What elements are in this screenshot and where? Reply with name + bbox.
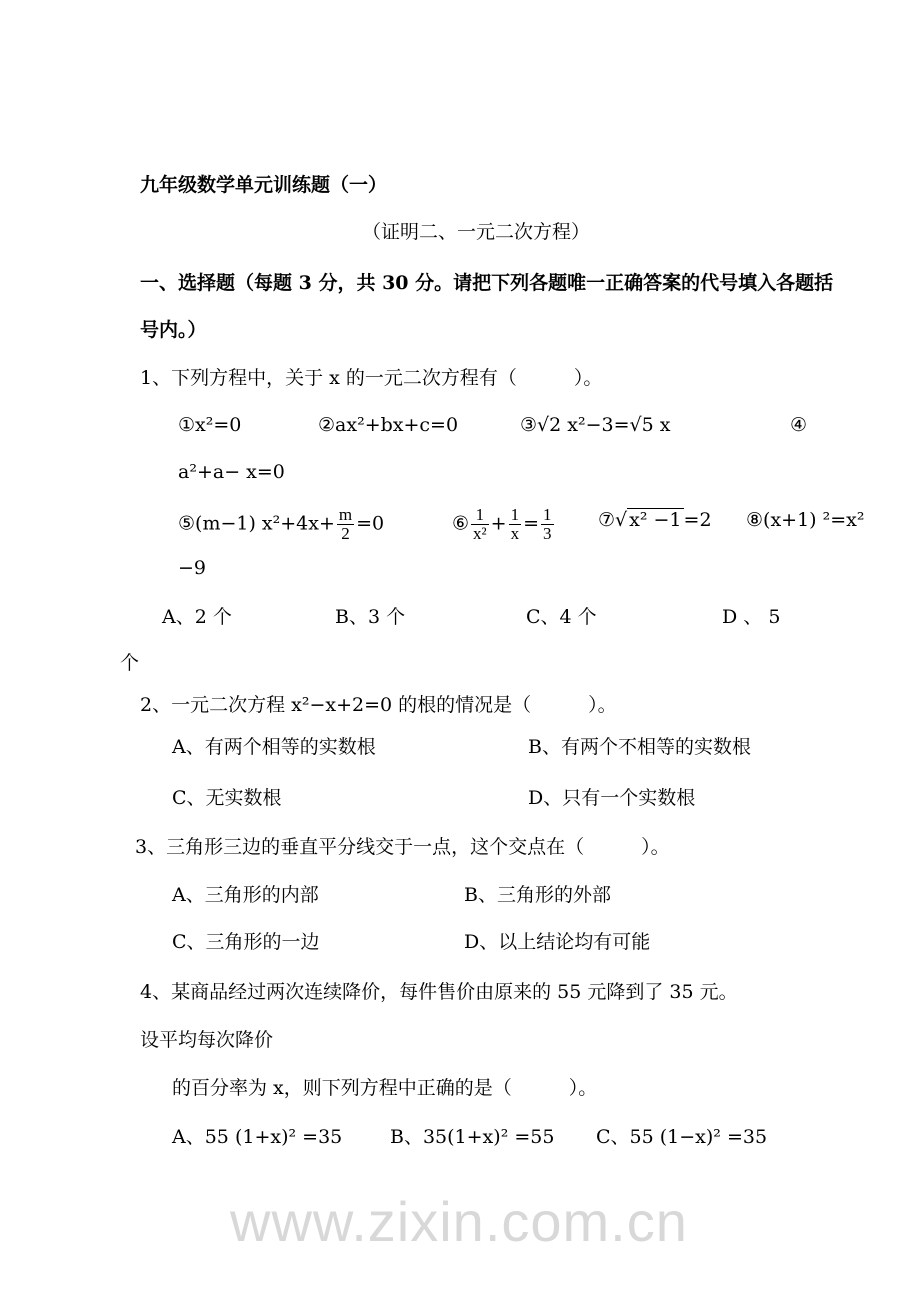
q1-eq8: ⑧(x+1) ²=x²	[746, 509, 865, 531]
q1-eq8b: −9	[178, 557, 207, 579]
q1-eq4b: a²+a− x=0	[178, 461, 285, 483]
subtitle: （证明二、一元二次方程）	[362, 221, 591, 243]
q4-option-c: C、55 (1−x)² =35	[596, 1126, 768, 1148]
watermark: www.zixin.com.cn	[230, 1190, 688, 1253]
q1-eq5-den: 2	[341, 524, 350, 543]
q1-option-c: C、4 个	[526, 606, 597, 628]
q3-option-d: D、以上结论均有可能	[464, 931, 651, 953]
q1-option-b: B、3 个	[335, 606, 406, 628]
q1-option-a: A、2 个	[162, 606, 232, 628]
q4-stem-3: 的百分率为 x，则下列方程中正确的是（ ）。	[172, 1077, 598, 1099]
q2-option-a: A、有两个相等的实数根	[172, 736, 376, 758]
section-heading-cont: 号内。）	[140, 319, 207, 341]
q1-eq5-e: =0	[356, 512, 385, 535]
q3-stem: 3、三角形三边的垂直平分线交于一点，这个交点在（ ）。	[135, 836, 670, 858]
q4-option-b: B、35(1+x)² =55	[390, 1126, 555, 1148]
q1-eq5	[178, 506, 384, 543]
q1-eq5-num: m	[338, 505, 353, 524]
q1-eq6-d1: x²	[473, 524, 487, 543]
q1-eq3a: ③√2	[520, 414, 562, 436]
q4-stem-1: 4、某商品经过两次连续降价，每件售价由原来的 55 元降到了 35 元。	[140, 981, 738, 1003]
q2-option-b: B、有两个不相等的实数根	[528, 736, 751, 758]
q3-option-a: A、三角形的内部	[172, 884, 319, 906]
q2-option-d: D、只有一个实数根	[528, 787, 696, 809]
q1-eq6-n1: 1	[471, 506, 489, 525]
q1-eq2: ②ax²+bx+c=0	[318, 414, 459, 436]
q4-option-a: A、55 (1+x)² =35	[172, 1126, 343, 1148]
q1-eq7-e: =2	[683, 509, 712, 531]
q1-stem: 1、下列方程中，关于 x 的一元二次方程有（ ）。	[140, 367, 603, 389]
q1-eq6-label: ⑥	[452, 512, 470, 535]
q2-stem: 2、一元二次方程 x²−x+2=0 的根的情况是（ ）。	[140, 694, 617, 716]
q1-eq7-a: ⑦√	[598, 509, 628, 531]
q1-eq7-radicand: x² −1	[629, 509, 682, 531]
q1-eq6-d3: 3	[543, 524, 552, 543]
q3-option-c: C、三角形的一边	[172, 931, 320, 953]
q1-eq1: ①x²=0	[178, 414, 242, 436]
page-title: 九年级数学单元训练题（一）	[140, 174, 388, 196]
section-heading: 一、选择题（每题 3 分，共 30 分。请把下列各题唯一正确答案的代号填入各题括	[140, 272, 834, 294]
q1-option-d-cont: 个	[120, 652, 140, 674]
q1-eq5-a: ⑤(m−1) x²+4x+	[178, 512, 335, 535]
q1-eq6-n3: 1	[543, 505, 552, 524]
q1-eq3b: x²−3=√5 x	[561, 414, 671, 436]
q4-stem-2: 设平均每次降价	[140, 1029, 274, 1051]
q2-option-c: C、无实数根	[172, 787, 282, 809]
q1-eq7	[598, 508, 712, 532]
q1-eq6-n2: 1	[510, 505, 520, 524]
q1-eq6-d2: x	[510, 524, 520, 543]
q3-option-b: B、三角形的外部	[464, 884, 611, 906]
q1-eq3	[520, 413, 670, 437]
q1-option-d: D 、 5	[722, 606, 781, 628]
q1-eq4: ④	[790, 414, 808, 436]
q1-eq6: ⑥ $\frac{1}{\text{x²}}$ + $\frac{1}{x}$ = $\frac{1}{3}$	[452, 505, 552, 543]
